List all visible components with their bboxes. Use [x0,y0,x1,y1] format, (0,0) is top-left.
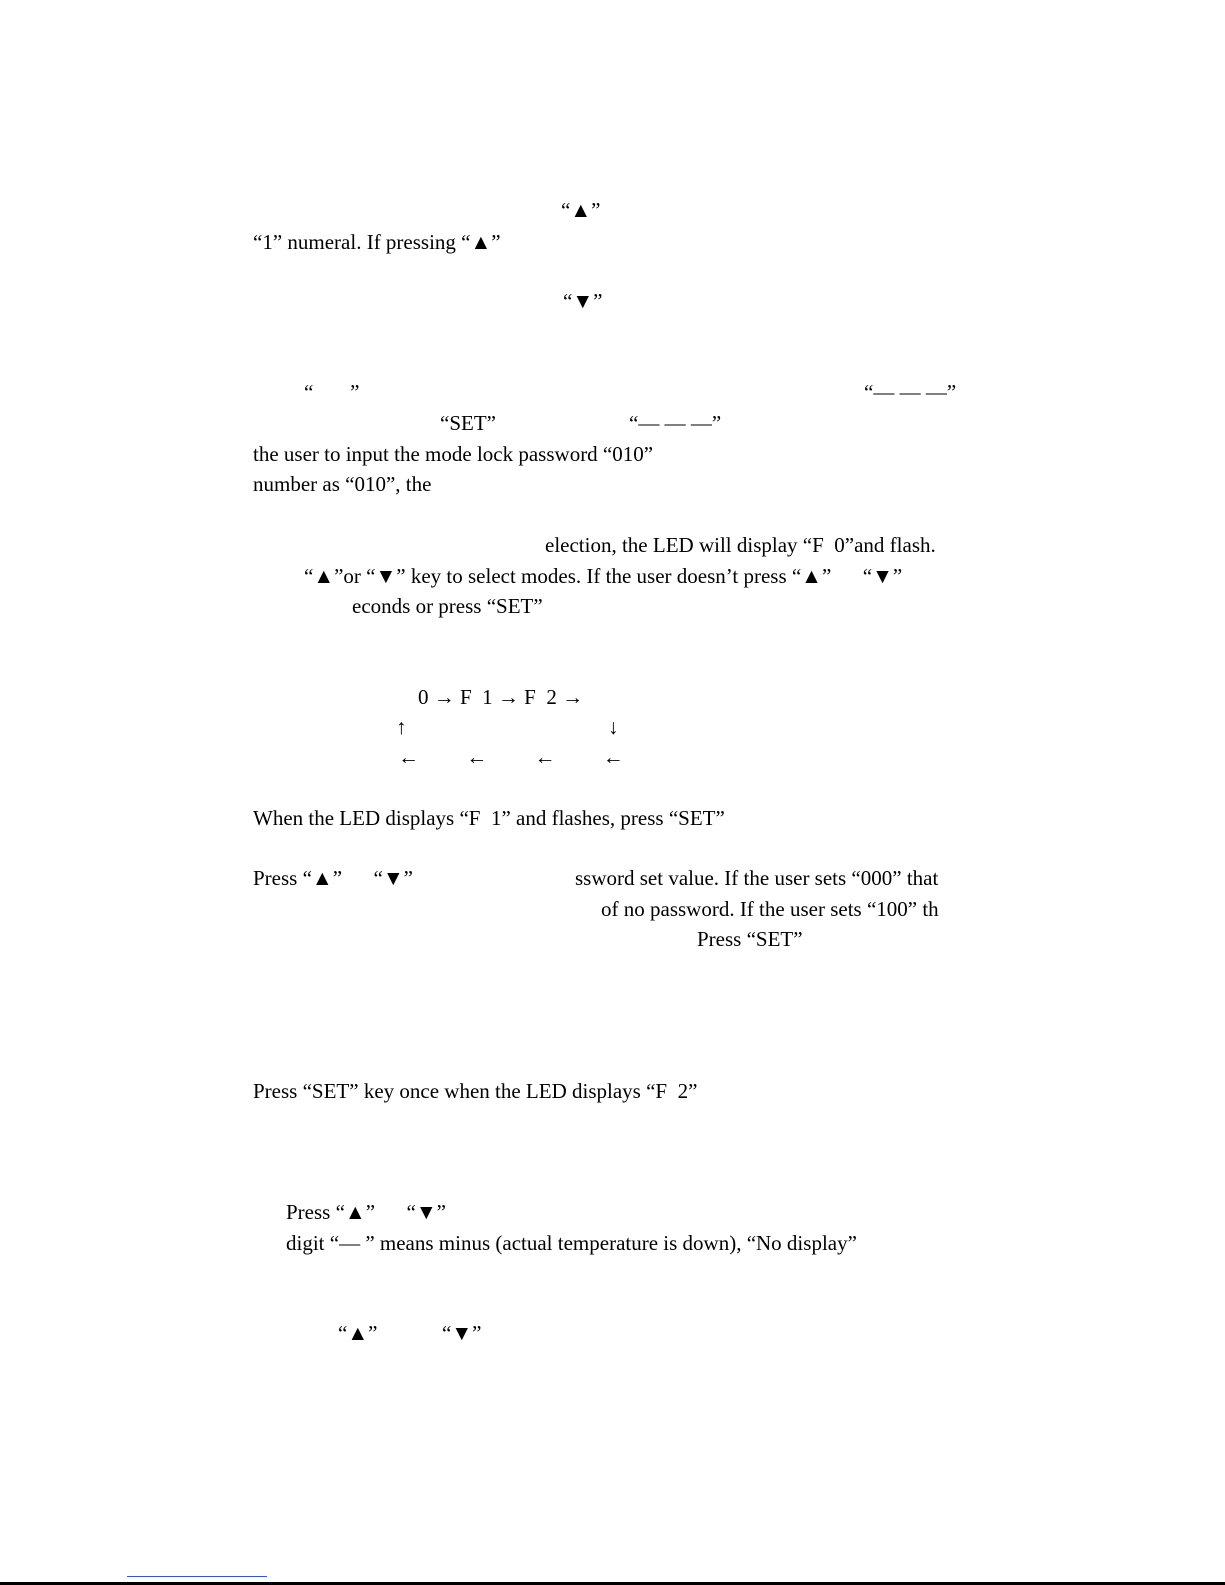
blue-underline [127,1576,267,1577]
mode-cycle-up: ↑ [396,715,407,739]
text-line-20: of no password. If the user sets “100” th [601,897,939,921]
text-line-19: ssword set value. If the user sets “000” that [575,866,939,890]
text-line-17: When the LED displays “F 1” and flashes, press “SET” [253,806,725,830]
text-line-25: “▲” [338,1321,378,1345]
text-line-7: “— — —” [629,411,722,435]
text-line-23: Press “▲” “▼” [286,1200,446,1224]
text-line-8: the user to input the mode lock password “010” [253,442,654,466]
text-line-3: “▼” [563,289,603,313]
text-line-2: “1” numeral. If pressing “▲” [253,230,501,254]
text-line-4: “ ” [304,380,360,404]
text-line-6: “SET” [440,411,496,435]
mode-cycle-bottom: ← ← ← ← [398,745,624,769]
mode-cycle-down: ↓ [608,715,619,739]
text-line-21: Press “SET” [697,927,803,951]
text-line-11: “▲”or “▼” key to select modes. If the user doesn’t press “▲” “▼” [304,564,903,588]
text-line-10: election, the LED will display “F 0”and flash. [545,533,936,557]
text-line-12: econds or press “SET” [352,594,543,618]
text-line-18: Press “▲” “▼” [253,866,413,890]
text-line-26: “▼” [442,1321,482,1345]
text-line-22: Press “SET” key once when the LED displays “F 2” [253,1079,698,1103]
text-line-5: “— — —” [864,380,957,404]
mode-cycle-top: 0 → F 1 → F 2 → [418,685,584,709]
text-line-24: digit “— ” means minus (actual temperature is down), “No display” [286,1231,857,1255]
text-line-9: number as “010”, the [253,472,432,496]
text-line-1: “▲” [561,198,601,222]
